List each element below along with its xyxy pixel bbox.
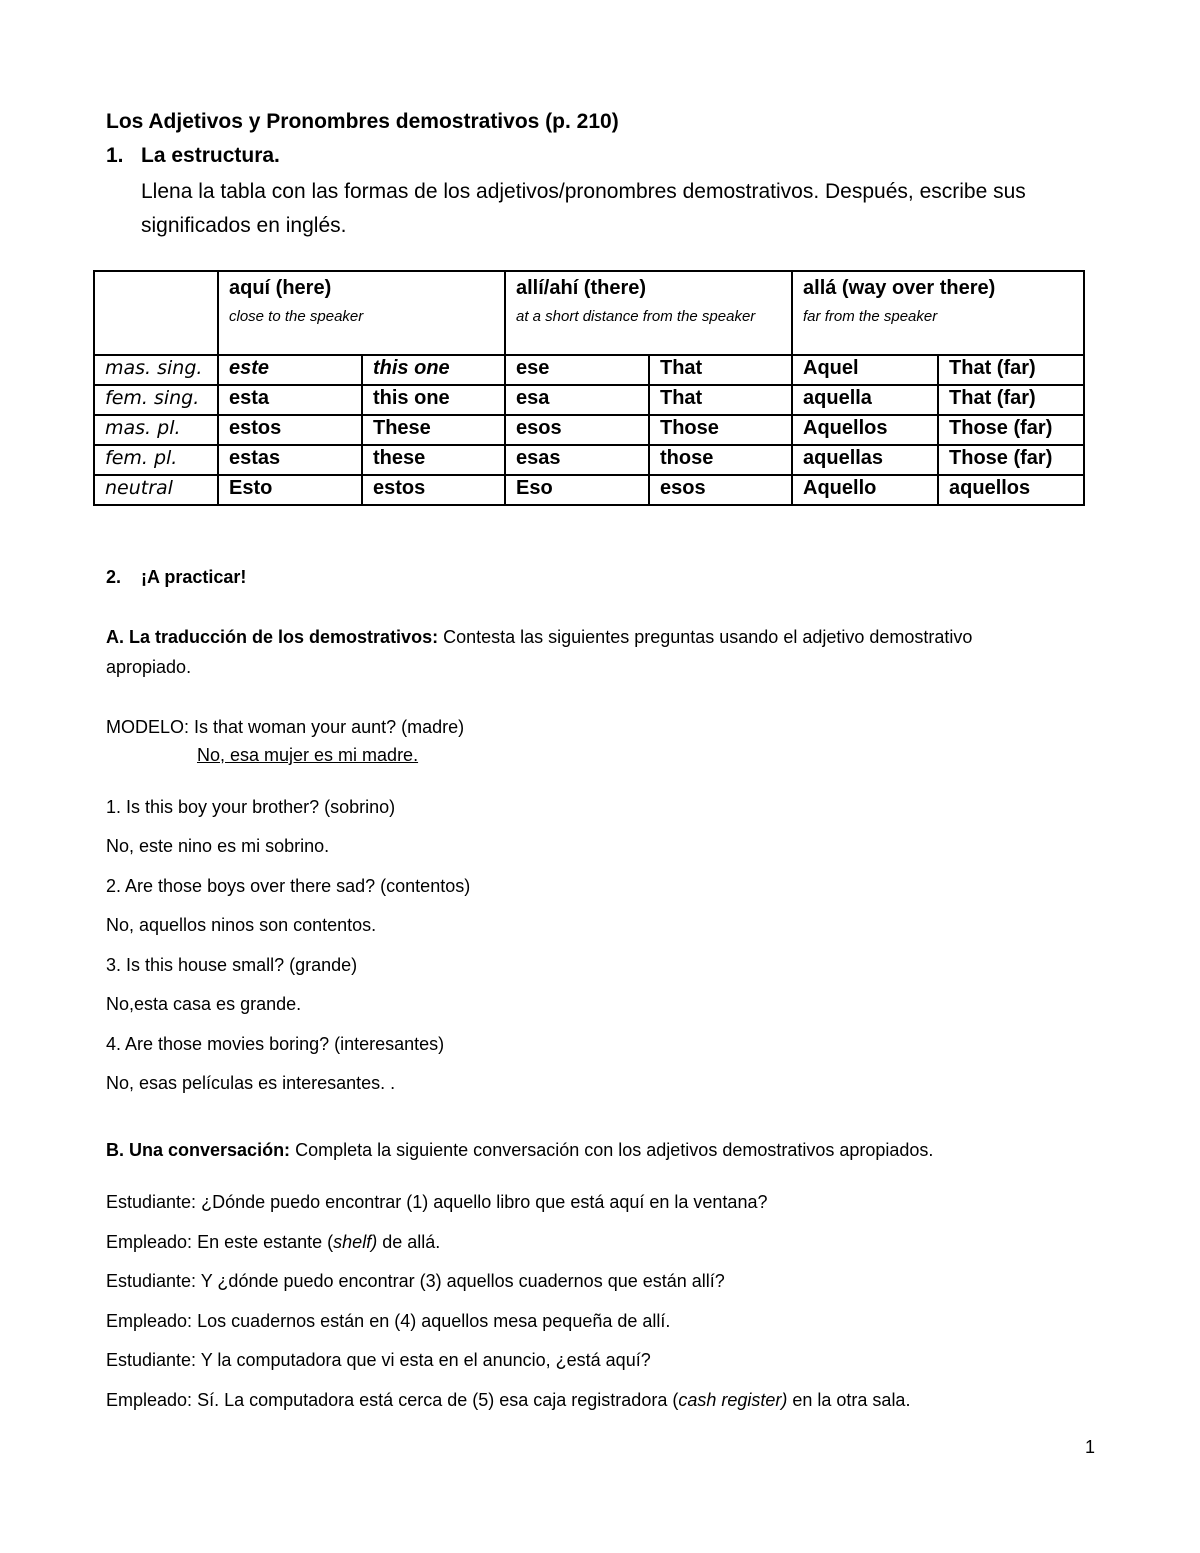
header-aqui bbox=[218, 271, 505, 355]
speaker: Estudiante: bbox=[106, 1192, 197, 1212]
table-header-row bbox=[94, 271, 1084, 355]
dialogue-text: ¿Dónde puedo encontrar (1) aquello libro que está aquí en la ventana? bbox=[201, 1192, 768, 1212]
page-number: 1 bbox=[1085, 1437, 1096, 1457]
part-b-label: B. Una conversación: bbox=[106, 1140, 291, 1160]
table-cell: That (far) bbox=[938, 355, 1084, 385]
section-2-heading: ¡A practicar! bbox=[141, 567, 247, 587]
dialogue-line bbox=[106, 1390, 910, 1411]
table-cell: Esto bbox=[218, 475, 362, 505]
answer-4: No, esas películas es interesantes. . bbox=[106, 1073, 396, 1093]
dialogue-text: Los cuadernos están en (4) aquellos mesa pequeña de allí. bbox=[197, 1311, 671, 1331]
table-cell: esta bbox=[218, 385, 362, 415]
table-cell: this one bbox=[362, 385, 505, 415]
table-cell: these bbox=[362, 445, 505, 475]
dialogue-text: Y la computadora que vi esta en el anuncio, ¿está aquí? bbox=[200, 1350, 651, 1370]
table-cell: Those (far) bbox=[938, 445, 1084, 475]
table-cell: esos bbox=[505, 415, 649, 445]
dialogue-text: Y ¿dónde puedo encontrar (3) aquellos cuadernos que están allí? bbox=[200, 1271, 725, 1291]
question-2: 2. Are those boys over there sad? (contentos) bbox=[106, 876, 471, 896]
model-label: MODELO: bbox=[106, 717, 190, 737]
table-cell: aquella bbox=[792, 385, 938, 415]
table-cell: esa bbox=[505, 385, 649, 415]
table-cell: este bbox=[218, 355, 362, 385]
dialogue-text: Sí. La computadora está cerca de (5) esa caja registradora ( bbox=[197, 1390, 679, 1410]
part-b-instructions: Completa la siguiente conversación con los adjetivos demostrativos apropiados. bbox=[295, 1140, 934, 1160]
model-question: Is that woman your aunt? (madre) bbox=[194, 717, 465, 737]
row-label: mas. pl. bbox=[94, 415, 218, 445]
table-cell: estas bbox=[218, 445, 362, 475]
answer-3: No,esta casa es grande. bbox=[106, 994, 302, 1014]
dialogue-line bbox=[106, 1271, 725, 1292]
document-title: Los Adjetivos y Pronombres demostrativos (p. 210) bbox=[106, 110, 619, 133]
table-row bbox=[94, 415, 1084, 445]
part-a-instructions: Contesta las siguientes preguntas usando el adjetivo demostrativo bbox=[443, 627, 973, 647]
table-cell: esas bbox=[505, 445, 649, 475]
part-a-intro bbox=[106, 627, 972, 648]
dialogue-line bbox=[106, 1232, 440, 1253]
table-cell: That bbox=[649, 355, 792, 385]
header-subtitle: at a short distance from the speaker bbox=[516, 308, 756, 325]
header-title: allá (way over there) bbox=[803, 277, 996, 299]
table-row bbox=[94, 475, 1084, 505]
row-label: neutral bbox=[94, 475, 218, 505]
demonstratives-table bbox=[93, 270, 1085, 506]
section-1-instructions: Llena la tabla con las formas de los adjetivos/pronombres demostrativos. Después, escribe sus significados en inglés. bbox=[141, 180, 1026, 237]
table-cell: Those (far) bbox=[938, 415, 1084, 445]
table-cell: These bbox=[362, 415, 505, 445]
table-row bbox=[94, 385, 1084, 415]
speaker: Empleado: bbox=[106, 1311, 193, 1331]
dialogue-text: En este estante ( bbox=[197, 1232, 334, 1252]
header-title: aquí (here) bbox=[229, 277, 332, 299]
question-4: 4. Are those movies boring? (interesantes) bbox=[106, 1034, 445, 1054]
answer-2: No, aquellos ninos son contentos. bbox=[106, 915, 377, 935]
dialogue-emphasis: shelf) bbox=[333, 1232, 378, 1252]
question-1: 1. Is this boy your brother? (sobrino) bbox=[106, 797, 396, 817]
header-subtitle: close to the speaker bbox=[229, 308, 364, 325]
dialogue-line bbox=[106, 1192, 767, 1213]
table-cell: Eso bbox=[505, 475, 649, 505]
dialogue-line bbox=[106, 1350, 651, 1371]
model-answer: No, esa mujer es mi madre. bbox=[197, 745, 419, 765]
table-cell: Those bbox=[649, 415, 792, 445]
table-cell: estos bbox=[218, 415, 362, 445]
part-b-intro bbox=[106, 1140, 933, 1161]
speaker: Estudiante: bbox=[106, 1350, 197, 1370]
part-a-label: A. La traducción de los demostrativos: bbox=[106, 627, 439, 647]
dialogue-line bbox=[106, 1311, 670, 1332]
answer-1: No, este nino es mi sobrino. bbox=[106, 836, 330, 856]
dialogue-emphasis: cash register) bbox=[678, 1390, 788, 1410]
table-cell: That bbox=[649, 385, 792, 415]
table-cell: Aquello bbox=[792, 475, 938, 505]
section-2-number: 2. bbox=[106, 567, 122, 587]
table-cell: aquellas bbox=[792, 445, 938, 475]
table-cell: ese bbox=[505, 355, 649, 385]
header-alla bbox=[792, 271, 1084, 355]
model-question-line bbox=[106, 717, 464, 738]
section-1-heading: La estructura. bbox=[141, 144, 280, 167]
header-subtitle: far from the speaker bbox=[803, 308, 938, 325]
dialogue-text: de allá. bbox=[377, 1232, 441, 1252]
table-cell: Aquel bbox=[792, 355, 938, 385]
header-title: allí/ahí (there) bbox=[516, 277, 647, 299]
speaker: Estudiante: bbox=[106, 1271, 197, 1291]
table-cell: That (far) bbox=[938, 385, 1084, 415]
table-corner-cell bbox=[94, 271, 218, 355]
question-3: 3. Is this house small? (grande) bbox=[106, 955, 358, 975]
header-alli bbox=[505, 271, 792, 355]
table-row bbox=[94, 445, 1084, 475]
section-1-number: 1. bbox=[106, 144, 124, 167]
speaker: Empleado: bbox=[106, 1390, 193, 1410]
row-label: fem. pl. bbox=[94, 445, 218, 475]
table-cell: esos bbox=[649, 475, 792, 505]
row-label: mas. sing. bbox=[94, 355, 218, 385]
table-cell: this one bbox=[362, 355, 505, 385]
table-cell: estos bbox=[362, 475, 505, 505]
table-row bbox=[94, 355, 1084, 385]
dialogue-text: en la otra sala. bbox=[787, 1390, 911, 1410]
table-cell: those bbox=[649, 445, 792, 475]
part-a-instructions-cont: apropiado. bbox=[106, 657, 192, 677]
table-cell: Aquellos bbox=[792, 415, 938, 445]
speaker: Empleado: bbox=[106, 1232, 193, 1252]
row-label: fem. sing. bbox=[94, 385, 218, 415]
table-cell: aquellos bbox=[938, 475, 1084, 505]
